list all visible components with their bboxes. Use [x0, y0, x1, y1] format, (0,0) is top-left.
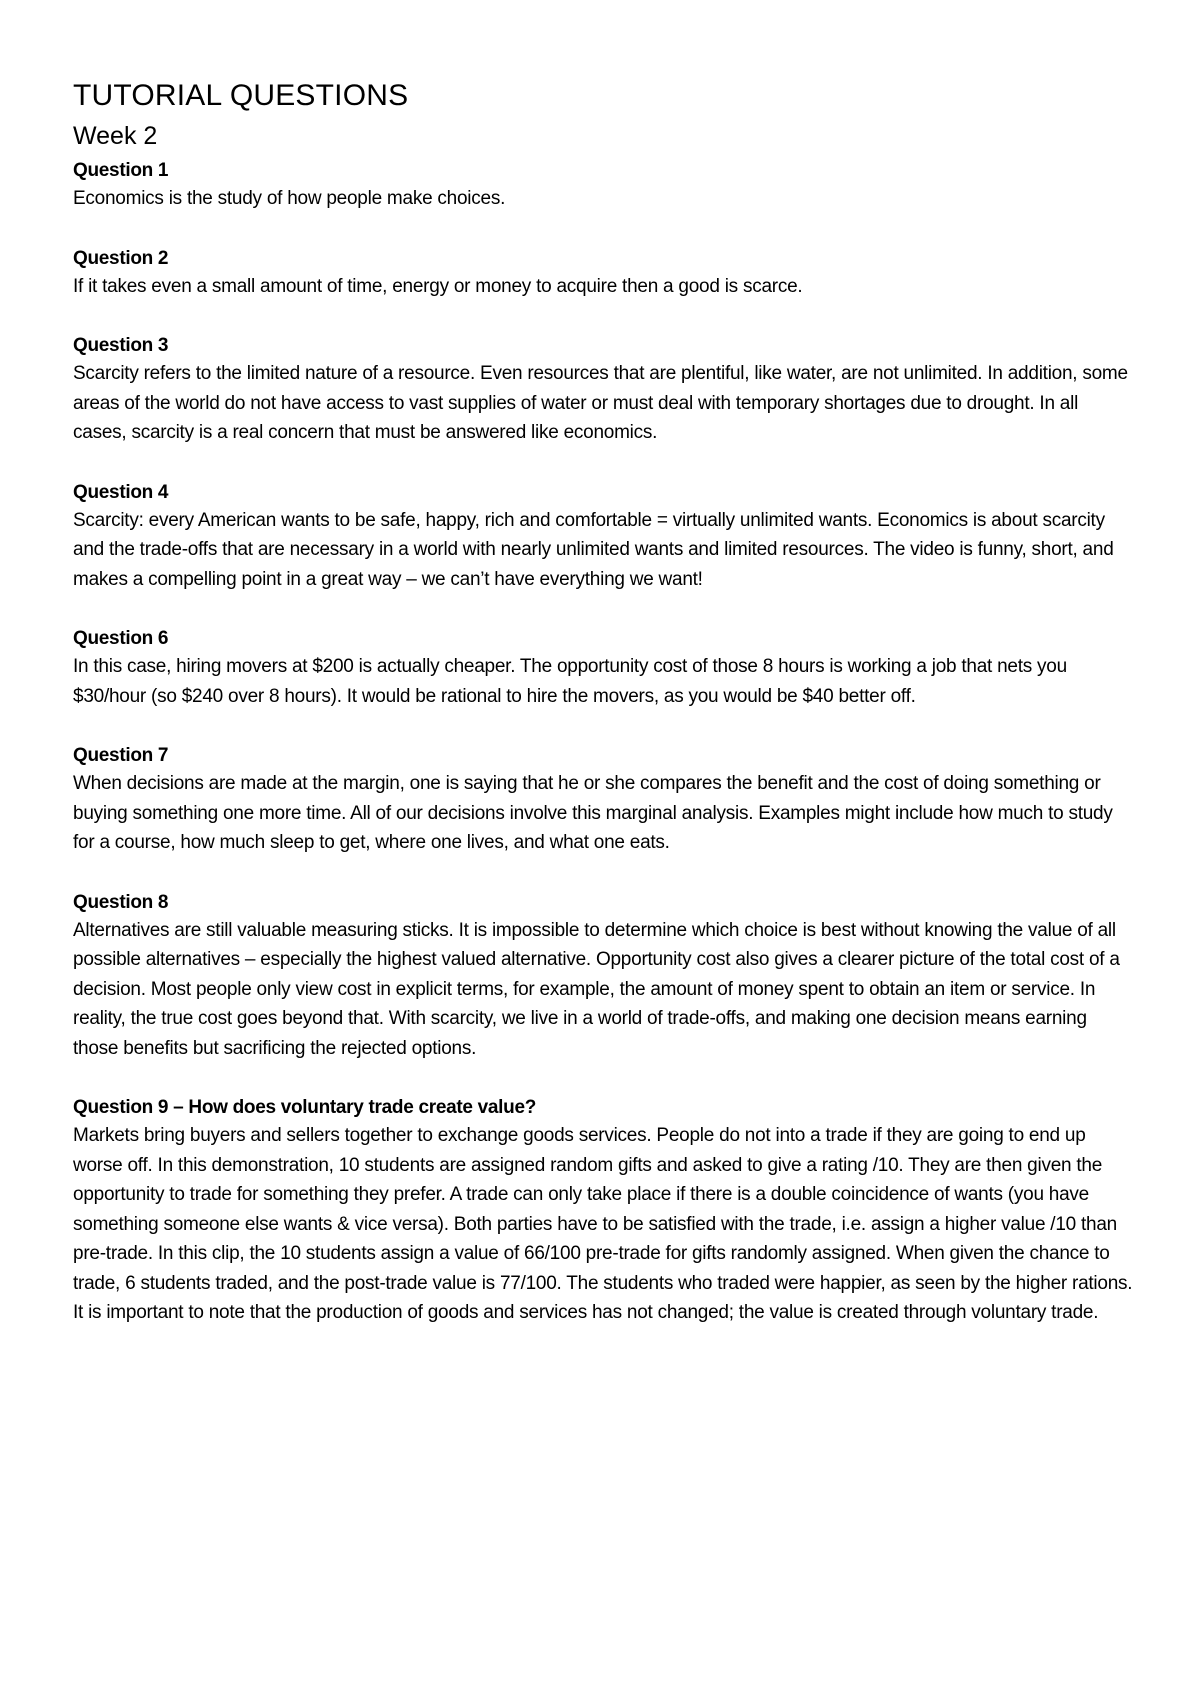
- question-block-6: [73, 626, 1135, 711]
- question-heading: Question 4: [73, 481, 169, 503]
- question-heading: Question 1: [73, 160, 169, 181]
- question-heading: Question 3: [73, 335, 169, 356]
- question-answer: If it takes even a small amount of time, energy or money to acquire then a good is scarce.: [73, 275, 803, 297]
- question-block-7: [73, 743, 1135, 858]
- question-block-9: [73, 1095, 1135, 1328]
- question-answer: Markets bring buyers and sellers together to exchange goods services. People do not into a trade if they are going to end up worse off. In this demonstration, 10 students are assigned random gifts and asked to give a rating /10. They are then given the opportunity to trade for something they prefer. A trade can only take place if there is a double coincidence of wants (you have something someone else wants & vice versa). Both parties have to be satisfied with the trade, i.e. assign a higher value /10 than pre-trade. In this clip, the 10 students assign a value of 66/100 pre-trade for gifts randomly assigned. When given the chance to trade, 6 students traded, and the post-trade value is 77/100. The students who traded were happier, as seen by the higher rations. It is important to note that the production of goods and services has not changed; the value is created through voluntary trade.: [73, 1125, 1133, 1323]
- question-answer: Scarcity refers to the limited nature of a resource. Even resources that are plentiful, like water, are not unlimited. In addition, some areas of the world do not have access to vast supplies of water or must deal with temporary shortages due to drought. In all cases, scarcity is a real concern that must be answered like economics.: [73, 363, 1128, 443]
- question-heading: Question 9 – How does voluntary trade create value?: [73, 1097, 537, 1118]
- question-answer: When decisions are made at the margin, one is saying that he or she compares the benefit and the cost of doing something or buying something one more time. All of our decisions involve this marginal analysis. Examples might include how much to study for a course, how much sleep to get, where one lives, and what one eats.: [73, 773, 1113, 853]
- question-block-1: [73, 158, 1135, 214]
- question-answer: In this case, hiring movers at $200 is actually cheaper. The opportunity cost of those 8 hours is working a job that nets you $30/hour (so $240 over 8 hours). It would be rational to hire the movers, as you would be $40 better off.: [73, 656, 1067, 707]
- question-block-8: [73, 890, 1135, 1064]
- question-block-4: [73, 480, 1135, 595]
- document-title: TUTORIAL QUESTIONS: [73, 79, 409, 112]
- question-block-2: [73, 246, 1135, 302]
- question-heading: Question 8: [73, 891, 169, 913]
- question-heading: Question 7: [73, 745, 169, 766]
- question-answer: Economics is the study of how people make choices.: [73, 188, 506, 209]
- question-heading: Question 2: [73, 247, 169, 269]
- question-answer: Scarcity: every American wants to be safe, happy, rich and comfortable = virtually unlimited wants. Economics is about scarcity and the trade-offs that are necessary in a world with nearly unlimited wants and limited resources. The video is funny, short, and makes a compelling point in a great way – we can’t have everything we want!: [73, 509, 1114, 590]
- document-page: [73, 76, 1135, 1360]
- document-subtitle: Week 2: [73, 122, 158, 150]
- question-heading: Question 6: [73, 628, 169, 649]
- question-answer: Alternatives are still valuable measuring sticks. It is impossible to determine which choice is best without knowing the value of all possible alternatives – especially the highest valued alternative. Opportunity cost also gives a clearer picture of the total cost of a decision. Most people only view cost in explicit terms, for example, the amount of money spent to obtain an item or service. In reality, the true cost goes beyond that. With scarcity, we live in a world of trade-offs, and making one decision means earning those benefits but sacrificing the rejected options.: [73, 919, 1120, 1059]
- question-block-3: [73, 333, 1135, 448]
